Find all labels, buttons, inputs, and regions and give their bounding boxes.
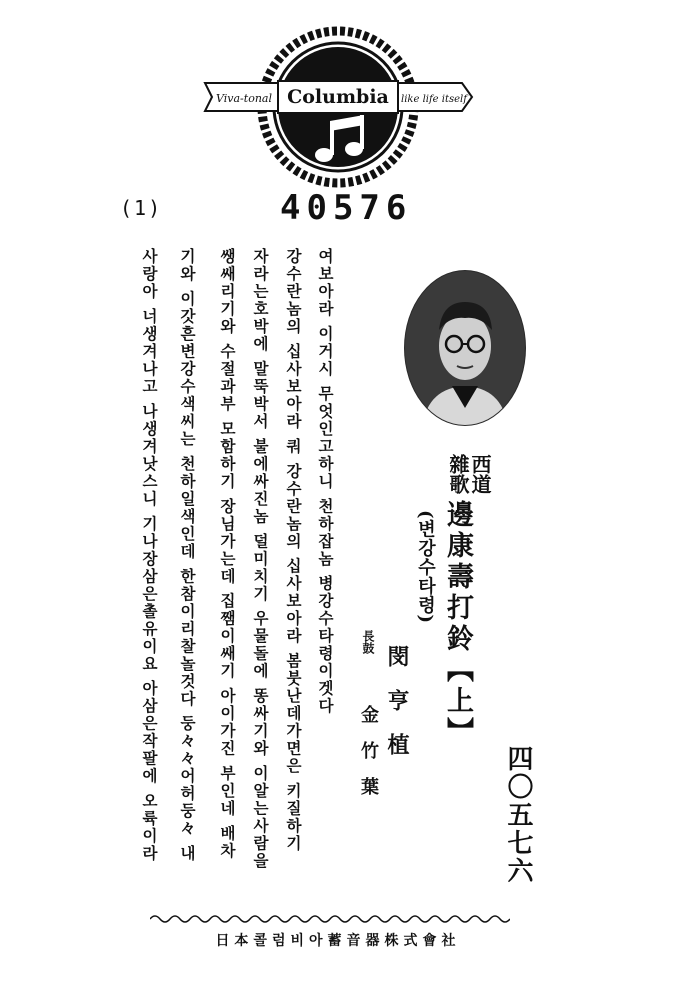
logo-right-ribbon: like life itself <box>401 94 467 105</box>
singer-name: 閔亨植 <box>384 645 410 777</box>
company-name: 日本콜럼비아蓄音器株式會社 <box>215 933 461 949</box>
catalog-number: 40576 <box>280 188 413 228</box>
genre-line1: 西道 <box>468 454 492 494</box>
logo-left-ribbon: Viva-tonal <box>216 92 272 105</box>
lyric-line: 기와 이갓흔변강수색씨는 천하일색인데 한참이리찰놀것다 둥々々어허둥々 내 <box>178 248 197 863</box>
singer-portrait <box>402 268 528 428</box>
side-catalog-number: 四〇五七六 <box>503 745 533 885</box>
lyric-line: 사랑아 너생겨나고 나생겨낫스니 기나장삼은촐유이요 아삼은작팔에 오륙이라 <box>140 248 159 863</box>
lyric-line: 쌩쌔리기와 수절과부 모함하기 장님가는데 집쨈이쌔기 아이가진 부인네 배차 <box>218 248 237 860</box>
drummer-name: 金竹葉 <box>358 705 379 813</box>
drum-label: 長鼓 <box>361 630 375 654</box>
page-number: (1) <box>120 196 163 220</box>
lyric-line: 강수란놈의 십사보아라 쿼 강수란놈의 십사보아라 봄붓난데가면은 키질하기 <box>284 248 303 853</box>
lyric-line: 자라는호박에 말뚝박서 불에싸진놈 덜미치기 우물돌에 똥싸기와 이알는사람을 <box>251 248 270 870</box>
song-title: 邊康壽打鈴【上】 <box>442 500 473 748</box>
lyric-line: 여보아라 이거시 무엇인고하니 천하잡놈 병강수타령이겟다 <box>316 248 335 716</box>
columbia-logo <box>200 25 475 190</box>
song-subtitle: (변강수타령) <box>415 510 436 625</box>
genre-line2: 雜歌 <box>446 454 470 494</box>
wavy-divider <box>150 912 510 926</box>
logo-brand: Columbia <box>287 86 389 108</box>
